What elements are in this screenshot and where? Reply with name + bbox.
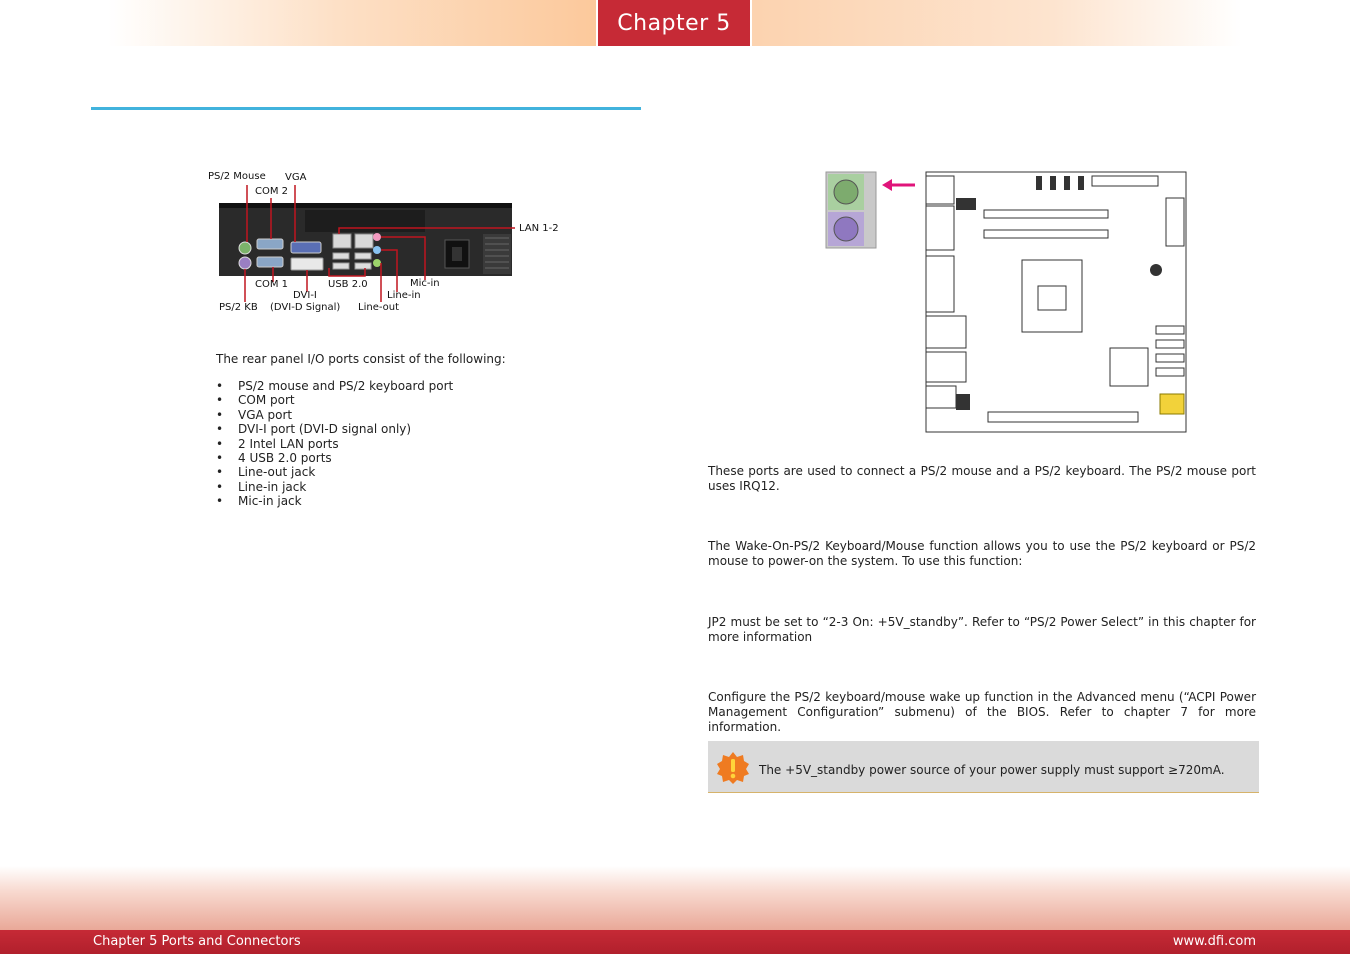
tab-divider-right — [750, 0, 752, 46]
board-layout-figure — [820, 168, 1190, 436]
note-text: The +5V_standby power source of your power supply must support ≥720mA. — [759, 763, 1225, 777]
label-vga: VGA — [285, 172, 307, 183]
label-com2: COM 2 — [255, 186, 289, 197]
note-box — [708, 741, 1259, 793]
label-dvi: DVI-I — [293, 290, 317, 301]
footer-website-link[interactable]: www.dfi.com — [1172, 934, 1256, 949]
list-item: • Line-in jack — [216, 480, 453, 494]
bios-setting: Configure the PS/2 keyboard/mouse wake up function in the Advanced menu (“ACPI Power Management Configuration” submenu) of the BIOS. Refer to chapter 7 for more information. — [708, 690, 1256, 734]
footer-bar — [0, 930, 1350, 954]
footer-chapter-title: Chapter 5 Ports and Connectors — [93, 934, 301, 949]
rear-panel-intro: The rear panel I/O ports consist of the following: — [216, 352, 506, 366]
jp2-setting: JP2 must be set to “2-3 On: +5V_standby”. Refer to “PS/2 Power Select” in this chapter for more information — [708, 615, 1256, 644]
label-ps2-mouse: PS/2 Mouse — [208, 171, 266, 182]
chapter-label: Chapter 5 — [617, 10, 731, 36]
warning-icon — [716, 751, 750, 785]
footer-band — [0, 866, 1350, 930]
list-item: • PS/2 mouse and PS/2 keyboard port — [216, 379, 453, 393]
list-item: • 2 Intel LAN ports — [216, 437, 453, 451]
label-dvi-signal: (DVI-D Signal) — [270, 302, 341, 313]
label-mic-in: Mic-in — [410, 278, 440, 289]
rear-panel-list — [216, 379, 453, 509]
label-line-in: Line-in — [387, 290, 421, 301]
label-com1: COM 1 — [255, 279, 289, 290]
wake-on-ps2-description: The Wake-On-PS/2 Keyboard/Mouse function allows you to use the PS/2 keyboard or PS/2 mouse to power-on the system. To use this function: — [708, 539, 1256, 568]
list-item: • Mic-in jack — [216, 494, 453, 508]
label-lan: LAN 1-2 — [519, 223, 559, 234]
list-item: • VGA port — [216, 408, 453, 422]
section-rule — [91, 107, 641, 110]
ps2-description: These ports are used to connect a PS/2 mouse and a PS/2 keyboard. The PS/2 mouse port uses IRQ12. — [708, 464, 1256, 493]
list-item: • DVI-I port (DVI-D signal only) — [216, 422, 453, 436]
label-line-out: Line-out — [358, 302, 400, 313]
chapter-tab — [598, 0, 750, 46]
label-ps2-kb: PS/2 KB — [219, 302, 258, 313]
rear-panel-figure — [205, 168, 565, 320]
list-item: • 4 USB 2.0 ports — [216, 451, 453, 465]
label-usb: USB 2.0 — [328, 279, 368, 290]
board-layout-illustration — [820, 168, 1190, 436]
list-item: • Line-out jack — [216, 465, 453, 479]
list-item: • COM port — [216, 393, 453, 407]
